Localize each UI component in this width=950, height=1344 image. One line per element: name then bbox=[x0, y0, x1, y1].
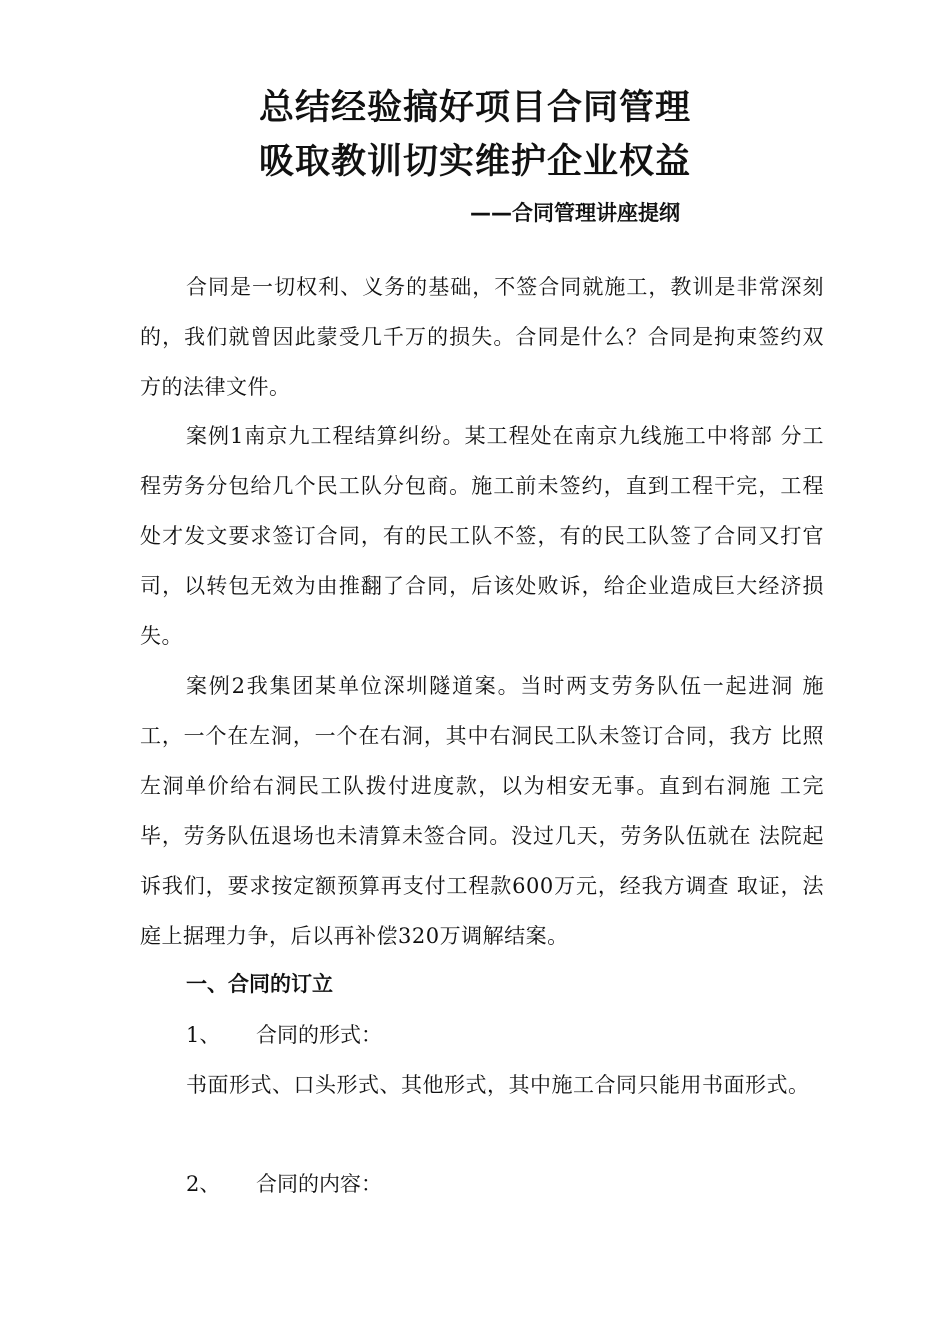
title-line-2: 吸取教训切实维护企业权益 bbox=[258, 142, 691, 182]
title-line-1: 总结经验搞好项目合同管理 bbox=[258, 88, 691, 128]
subtitle: ——合同管理讲座提纲 bbox=[470, 201, 680, 225]
paragraph-case-1: 案例1南京九工程结算纠纷。某工程处在南京九线施工中将部 分工程劳务分包给几个民工队分包商。施工前未签约，直到工程干完，工程处才发文要求签订合同，有的民工队不签，有的民工队签了合同又打官司，以转包无效为由推翻了合同，后该处败诉，给企业造成巨大经济损失。 bbox=[140, 424, 824, 648]
list-item-text: 合同的内容： bbox=[256, 1172, 382, 1196]
list-item bbox=[186, 1162, 382, 1206]
section-heading: 一、合同的订立 bbox=[186, 972, 333, 996]
list-item-text: 合同的形式： bbox=[256, 1023, 382, 1047]
list-item-number: 1、 bbox=[186, 1023, 221, 1047]
paragraph-intro: 合同是一切权利、义务的基础，不签合同就施工，教训是非常深刻的，我们就曾因此蒙受几千万的损失。合同是什么？合同是拘束签约双方的法律文件。 bbox=[140, 275, 824, 399]
list-item bbox=[186, 1013, 382, 1057]
list-item-number: 2、 bbox=[186, 1172, 221, 1196]
paragraph-forms: 书面形式、口头形式、其他形式，其中施工合同只能用书面形式。 bbox=[186, 1073, 810, 1097]
paragraph-case-2: 案例2我集团某单位深圳隧道案。当时两支劳务队伍一起进洞 施工，一个在左洞，一个在右洞，其中右洞民工队未签订合同，我方 比照左洞单价给右洞民工队拨付进度款，以为相安无事。直到右洞施 工完毕，劳务队伍退场也未清算未签合同。没过几天，劳务队伍就在 法院起诉我们，要求按定额预算再支付工程款600万元，经我方调查 取证，法庭上据理力争，后以再补偿320万调解结案。 bbox=[140, 674, 824, 948]
